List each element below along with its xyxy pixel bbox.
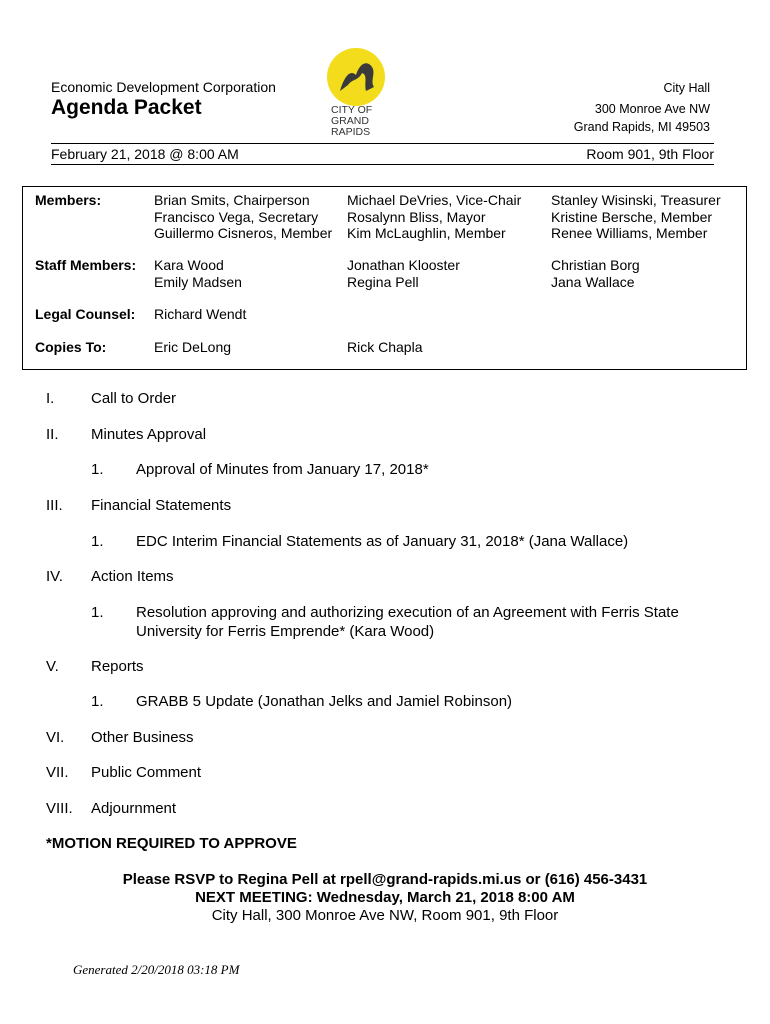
agenda-subitem-number: 1. <box>91 533 104 550</box>
roster-entry: Richard Wendt <box>154 306 247 322</box>
roster-entry: Brian Smits, Chairperson <box>154 192 310 208</box>
agenda-number: VI. <box>46 729 65 746</box>
roster-label-legal: Legal Counsel: <box>35 306 136 322</box>
roster-entry: Francisco Vega, Secretary <box>154 208 319 225</box>
agenda-number: V. <box>46 658 59 675</box>
roster-members-col-3 <box>551 192 721 242</box>
roster-entry: Stanley Wisinski, Treasurer <box>551 192 721 208</box>
agenda-subitem-number: 1. <box>91 461 104 478</box>
agenda-number: VIII. <box>46 800 73 817</box>
agenda-number: IV. <box>46 568 63 585</box>
address-line-2: 300 Monroe Ave NW <box>594 102 710 116</box>
page-title: Agenda Packet <box>51 96 202 119</box>
agenda-subitem-number: 1. <box>91 693 104 710</box>
roster-label-members: Members: <box>35 192 102 208</box>
header-rule-bottom <box>51 164 714 165</box>
agenda-item-title: Reports <box>91 658 144 675</box>
city-logo <box>326 47 386 137</box>
agenda-number: II. <box>46 426 59 443</box>
roster-entry: Kara Wood <box>154 257 224 273</box>
organization-name: Economic Development Corporation <box>51 79 276 95</box>
agenda-item-title: Call to Order <box>91 390 177 407</box>
agenda-subitem-text: Approval of Minutes from January 17, 2018* <box>136 461 429 478</box>
roster-staff-col-2 <box>347 257 460 290</box>
roster-members-col-2 <box>347 192 521 242</box>
roster-entry: Regina Pell <box>347 273 419 290</box>
agenda-subitem-number: 1. <box>91 604 104 621</box>
agenda-item-title: Action Items <box>91 568 174 585</box>
rsvp-line: Please RSVP to Regina Pell at rpell@grand-rapids.mi.us or (616) 456-3431 <box>122 871 648 888</box>
roster-members-col-1 <box>154 192 332 242</box>
generated-timestamp: Generated 2/20/2018 03:18 PM <box>73 962 240 977</box>
agenda-number: III. <box>46 497 63 514</box>
roster-entry: Kristine Bersche, Member <box>551 208 713 225</box>
agenda-item-title: Other Business <box>91 729 194 746</box>
logo-text-line-1: CITY OF <box>331 104 373 116</box>
meeting-date: February 21, 2018 @ 8:00 AM <box>51 146 239 162</box>
meeting-room: Room 901, 9th Floor <box>586 146 714 162</box>
roster-entry: Eric DeLong <box>154 339 232 355</box>
agenda-subitem-text: EDC Interim Financial Statements as of January 31, 2018* (Jana Wallace) <box>136 533 629 550</box>
agenda-item-title: Minutes Approval <box>91 426 207 443</box>
motion-note: *MOTION REQUIRED TO APPROVE <box>46 835 297 852</box>
meeting-location-line: City Hall, 300 Monroe Ave NW, Room 901, 9th Floor <box>211 907 559 924</box>
address-line-3: Grand Rapids, MI 49503 <box>573 120 710 134</box>
agenda-item-title: Adjournment <box>91 800 177 817</box>
agenda-subitem-text: GRABB 5 Update (Jonathan Jelks and Jamiel Robinson) <box>136 693 513 710</box>
roster-entry: Renee Williams, Member <box>551 225 708 241</box>
roster-entry: Jana Wallace <box>551 273 635 290</box>
agenda-number: VII. <box>46 764 69 781</box>
roster-entry: Emily Madsen <box>154 273 242 290</box>
roster-entry: Rick Chapla <box>347 339 423 355</box>
header-rule-top <box>51 143 714 144</box>
agenda-subitem-text: Resolution approving and authorizing execution of an Agreement with Ferris State University for Ferris Emprende* (Kara Wood) <box>136 604 679 640</box>
roster-staff-col-3 <box>551 257 640 290</box>
next-meeting-line: NEXT MEETING: Wednesday, March 21, 2018 8:00 AM <box>195 889 575 906</box>
roster-entry: Rosalynn Bliss, Mayor <box>347 208 486 225</box>
roster-label-copies: Copies To: <box>35 339 107 355</box>
address-line-1: City Hall <box>663 81 710 95</box>
roster-staff-col-1 <box>154 257 242 290</box>
agenda-number: I. <box>46 390 55 407</box>
roster-entry: Guillermo Cisneros, Member <box>154 225 333 241</box>
agenda-item-title: Financial Statements <box>91 497 232 514</box>
roster-entry: Michael DeVries, Vice-Chair <box>347 192 522 208</box>
logo-text-line-2: GRAND <box>331 115 369 127</box>
roster-entry: Jonathan Klooster <box>347 257 460 273</box>
roster-entry: Kim McLaughlin, Member <box>347 225 506 241</box>
roster-label-staff: Staff Members: <box>35 257 137 273</box>
agenda-item-title: Public Comment <box>91 764 202 781</box>
logo-text-line-3: RAPIDS <box>331 126 371 137</box>
roster-entry: Christian Borg <box>551 257 640 273</box>
